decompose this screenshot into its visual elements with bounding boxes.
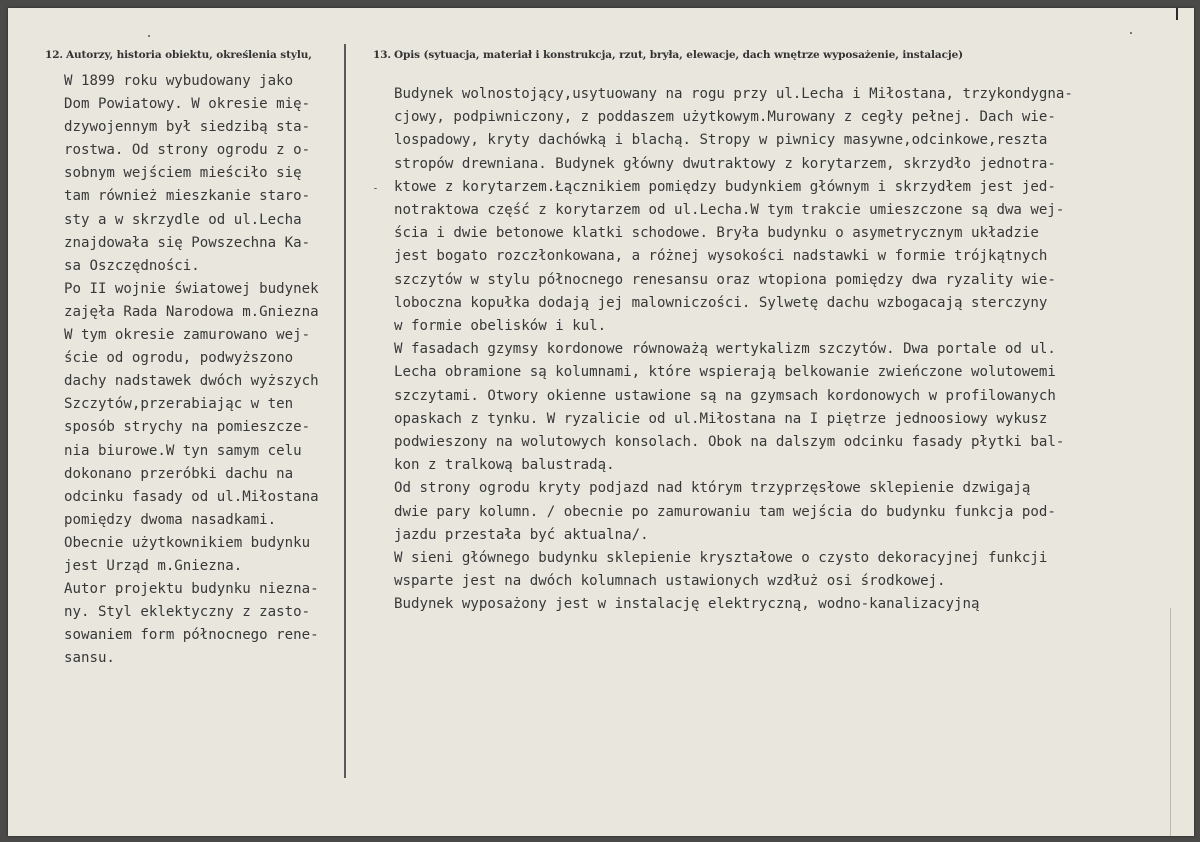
description-text-block [394,83,1073,617]
text-line: W sieni głównego budynku sklepienie kryształowe o czysto dekoracyjnej funkcji [394,550,1048,567]
text-line: sposób strychy na pomieszcze- [64,419,311,436]
text-line: Obecnie użytkownikiem budynku [64,534,311,551]
text-line: lospadowy, kryty dachówką i blachą. Stropy w piwnicy masywne,odcinkowe,reszta [394,132,1048,149]
text-line: notraktowa część z korytarzem od ul.Lecha.W tym trakcie umieszczone są dwa wej- [394,202,1065,219]
text-line: Szczytów,przerabiając w ten [64,396,294,413]
text-line: szczytów w stylu północnego renesansu oraz wtopiona pomiędzy dwa ryzality wie- [394,271,1056,288]
text-line: znajdowała się Powszechna Ka- [64,234,311,251]
text-line: dwie pary kolumn. / obecnie po zamurowaniu tam wejścia do budynku funkcja pod- [394,503,1056,520]
text-line: zajęła Rada Narodowa m.Gniezna [64,303,319,320]
text-line: Budynek wolnostojący,usytuowany na rogu przy ul.Lecha i Miłostana, trzykondygna- [394,86,1073,102]
text-line: szczytami. Otwory okienne ustawione są na gzymsach kordonowych w profilowanych [394,387,1056,404]
text-line: ny. Styl eklektyczny z zasto- [64,604,311,621]
text-line: ścia i dwie betonowe klatki schodowe. Bryła budynku o asymetrycznym układzie [394,225,1039,242]
section-12-title: Autorzy, historia obiektu, określenia stylu, [65,49,312,61]
text-line: Budynek wyposażony jest w instalację elektryczną, wodno-kanalizacyjną [394,596,980,613]
paper-speck [1130,32,1132,34]
text-line: W tym okresie zamurowano wej- [64,327,311,344]
text-line: w formie obelisków i kul. [394,318,607,335]
document-page [8,8,1194,836]
text-line: jazdu przestała być aktualna/. [394,526,649,543]
text-line: jest Urząd m.Gniezna. [64,557,243,574]
history-text-block [64,70,319,670]
text-line: nia biurowe.W tyn samym celu [64,442,302,459]
text-line: wsparte jest na dwóch kolumnach ustawionych wzdłuż osi środkowej. [394,573,946,590]
text-line: Autor projektu budynku niezna- [64,581,319,598]
text-line: pomiędzy dwoma nasadkami. [64,511,277,528]
text-line: sty a w skrzydle od ul.Lecha [64,211,302,228]
text-line: jest bogato rozczłonkowana, a różnej wysokości nadstawki w formie trójkątnych [394,248,1048,265]
paper-fold [1170,608,1171,836]
text-line: sansu. [64,650,115,667]
text-line: stropów drewniana. Budynek główny dwutraktowy z korytarzem, skrzydło jednotra- [394,155,1056,172]
section-13-title: Opis (sytuacja, materiał i konstrukcja, rzut, bryła, elewacje, dach wnętrze wyposażenie, instalacje) [393,49,964,61]
text-line: tam również mieszkanie staro- [64,188,311,205]
text-line: ktowe z korytarzem.Łącznikiem pomiędzy budynkiem głównym i skrzydłem jest jed- [394,178,1056,195]
section-13-header [373,49,963,61]
text-line: Dom Powiatowy. W okresie mię- [64,96,311,113]
edge-mark [1176,8,1178,20]
section-13-number: 13. [373,49,391,61]
text-line: odcinku fasady od ul.Miłostana [64,488,319,505]
text-line: rostwa. Od strony ogrodu z o- [64,142,311,159]
paper-speck [374,188,377,189]
text-line: podwieszony na wolutowych konsolach. Obok na dalszym odcinku fasady płytki bal- [394,434,1065,451]
section-12-header [45,49,312,61]
column-divider [344,44,346,778]
text-line: Lecha obramione są kolumnami, które wspierają belkowanie zwieńczone wolutowemi [394,364,1056,381]
text-line: dachy nadstawek dwóch wyższych [64,373,319,390]
text-line: Od strony ogrodu kryty podjazd nad którym trzyprzęsłowe sklepienie dzwigają [394,480,1031,497]
text-line: loboczna kopułka dodają jej malowniczości. Sylwetę dachu wzbogacają sterczyny [394,294,1048,311]
text-line: W fasadach gzymsy kordonowe równoważą wertykalizm szczytów. Dwa portale od ul. [394,341,1056,358]
paper-speck [148,35,150,37]
text-line: kon z tralkową balustradą. [394,457,615,474]
text-line: opaskach z tynku. W ryzalicie od ul.Miłostana na I piętrze jednoosiowy wykusz [394,410,1048,427]
text-line: cjowy, podpiwniczony, z poddaszem użytkowym.Murowany z cegły pełnej. Dach wie- [394,109,1056,126]
text-line: W 1899 roku wybudowany jako [64,73,294,89]
text-line: sobnym wejściem mieściło się [64,165,302,182]
text-line: sa Oszczędności. [64,257,200,274]
text-line: ście od ogrodu, podwyższono [64,350,294,367]
section-12-number: 12. [45,49,63,61]
text-line: dzywojennym był siedzibą sta- [64,119,311,136]
text-line: sowaniem form północnego rene- [64,627,319,644]
text-line: Po II wojnie światowej budynek [64,280,319,297]
text-line: dokonano przeróbki dachu na [64,465,294,482]
